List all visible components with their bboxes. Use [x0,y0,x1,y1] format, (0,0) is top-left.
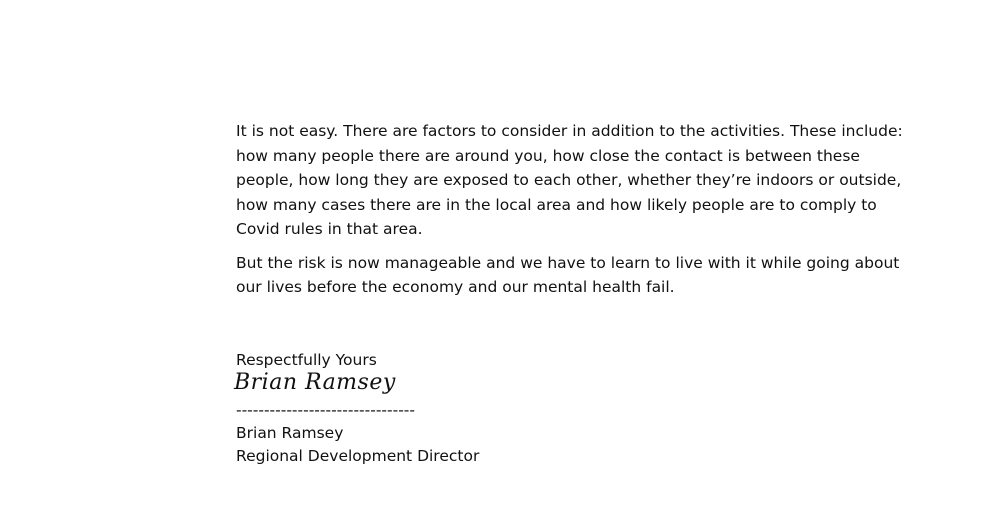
signer-name: Brian Ramsey [236,424,344,442]
closing-salutation: Respectfully Yours [236,351,377,369]
body-paragraph-2: But the risk is now manageable and we have to learn to live with it while going about our lives before the economy and our mental health fail. [236,253,900,296]
signer-title: Regional Development Director [236,447,480,465]
handwritten-signature: Brian Ramsey [234,370,396,395]
signature-line: -------------------------------- [236,401,415,419]
letter-body [236,119,906,309]
body-paragraph-1: It is not easy. There are factors to consider in addition to the activities. These include: how many people there are around you, how close the contact is between these people, how long they are exposed to each other, whether they’re indoors or outside, how many cases there are in the local area and how likely people are to comply to Covid rules in that area. [236,122,903,238]
